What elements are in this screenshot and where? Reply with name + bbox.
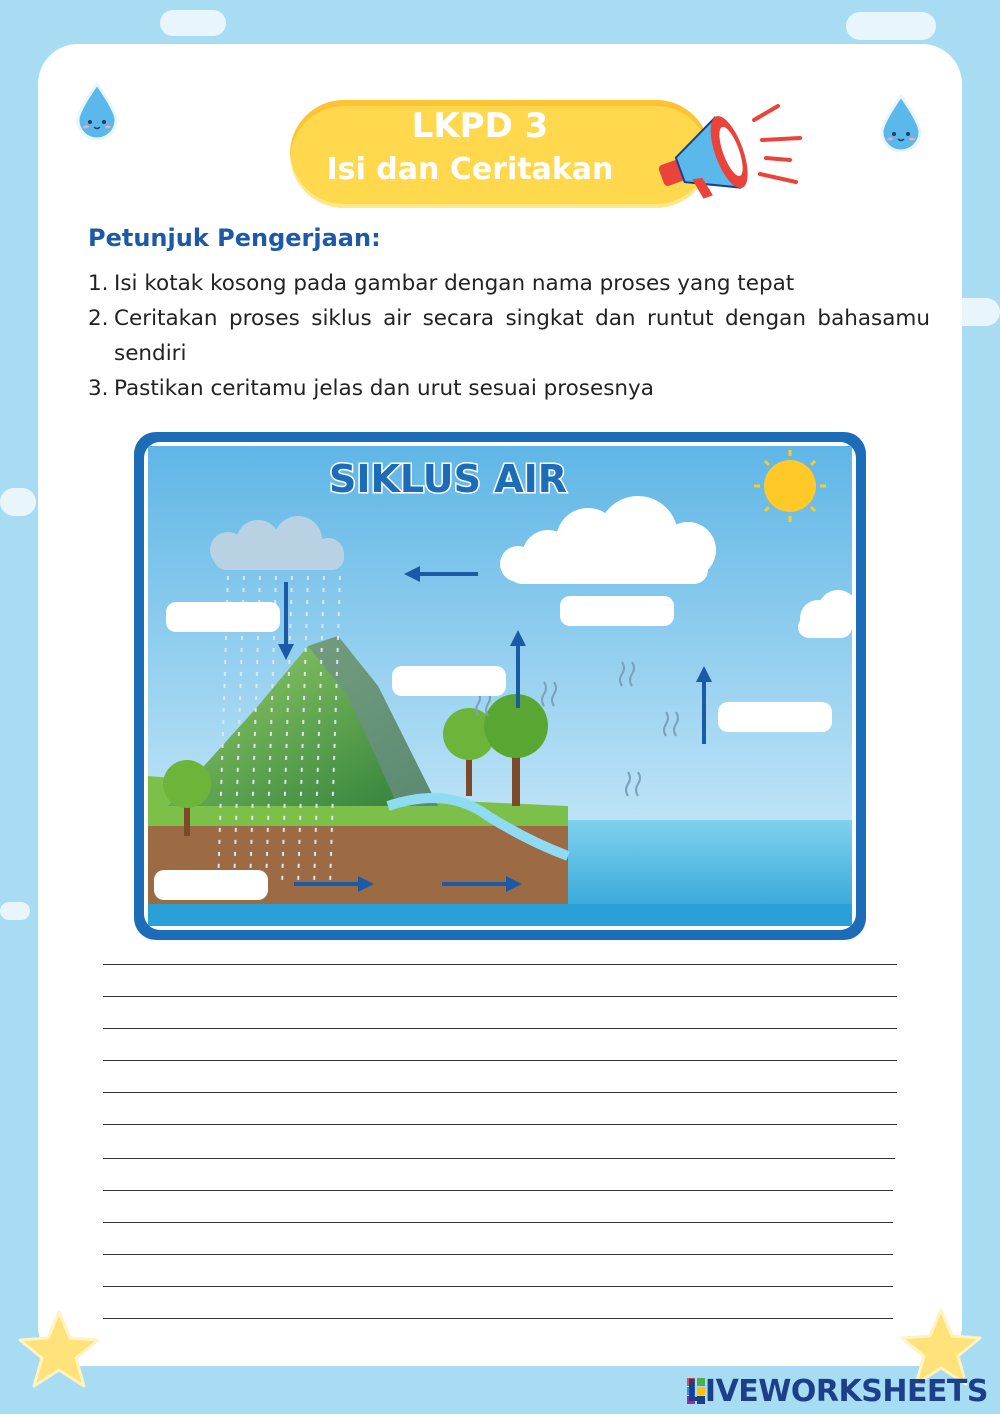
instruction-item — [88, 266, 930, 301]
blank-box-evaporasi[interactable] — [392, 666, 506, 696]
answer-line[interactable] — [103, 1254, 893, 1255]
footer — [678, 1374, 988, 1408]
ground-water — [148, 904, 852, 926]
answer-line[interactable] — [103, 1222, 893, 1223]
background-cloud — [0, 488, 36, 516]
diagram-title: SIKLUS AIR — [328, 457, 568, 501]
footer-brand: LIVEWORKSHEETS — [686, 1374, 988, 1409]
title-banner — [290, 100, 710, 208]
answer-line[interactable] — [103, 1060, 897, 1061]
blank-box-transpirasi[interactable] — [718, 702, 832, 732]
answer-line[interactable] — [103, 1286, 893, 1287]
page-title: LKPD 3 — [411, 106, 549, 146]
megaphone-icon — [650, 98, 810, 208]
answer-line[interactable] — [103, 1124, 897, 1125]
answer-line[interactable] — [103, 996, 897, 997]
instruction-number: 2. — [88, 306, 109, 331]
instruction-item — [88, 371, 930, 406]
water-drop-icon — [74, 82, 120, 140]
instruction-number: 3. — [88, 376, 109, 401]
water-drop-icon — [878, 94, 924, 152]
blank-box-presipitasi[interactable] — [166, 602, 280, 632]
instruction-number: 1. — [88, 271, 109, 296]
blank-box-infiltrasi[interactable] — [154, 870, 268, 900]
instruction-text: Isi kotak kosong pada gambar dengan nama proses yang tepat — [114, 271, 795, 296]
instructions-heading: Petunjuk Pengerjaan: — [88, 224, 381, 252]
background-cloud — [0, 902, 30, 920]
answer-line[interactable] — [103, 1028, 897, 1029]
instructions-list — [88, 266, 930, 406]
background-cloud — [160, 10, 226, 36]
instruction-text: Pastikan ceritamu jelas dan urut sesuai prosesnya — [114, 376, 654, 401]
answer-line[interactable] — [103, 964, 897, 965]
answer-line[interactable] — [103, 1092, 897, 1093]
background-cloud — [846, 12, 936, 40]
instruction-text: Ceritakan proses siklus air secara singkat dan runtut dengan bahasamu sendiri — [114, 306, 930, 366]
water-cycle-diagram — [134, 432, 866, 940]
answer-line[interactable] — [103, 1318, 893, 1319]
diagram-inner — [144, 442, 856, 930]
blank-box-kondensasi[interactable] — [560, 596, 674, 626]
answer-line[interactable] — [103, 1190, 893, 1191]
star-icon — [14, 1306, 104, 1396]
page-subtitle: Isi dan Ceritakan — [326, 152, 614, 187]
instruction-item — [88, 301, 930, 371]
answer-line[interactable] — [103, 1158, 895, 1159]
